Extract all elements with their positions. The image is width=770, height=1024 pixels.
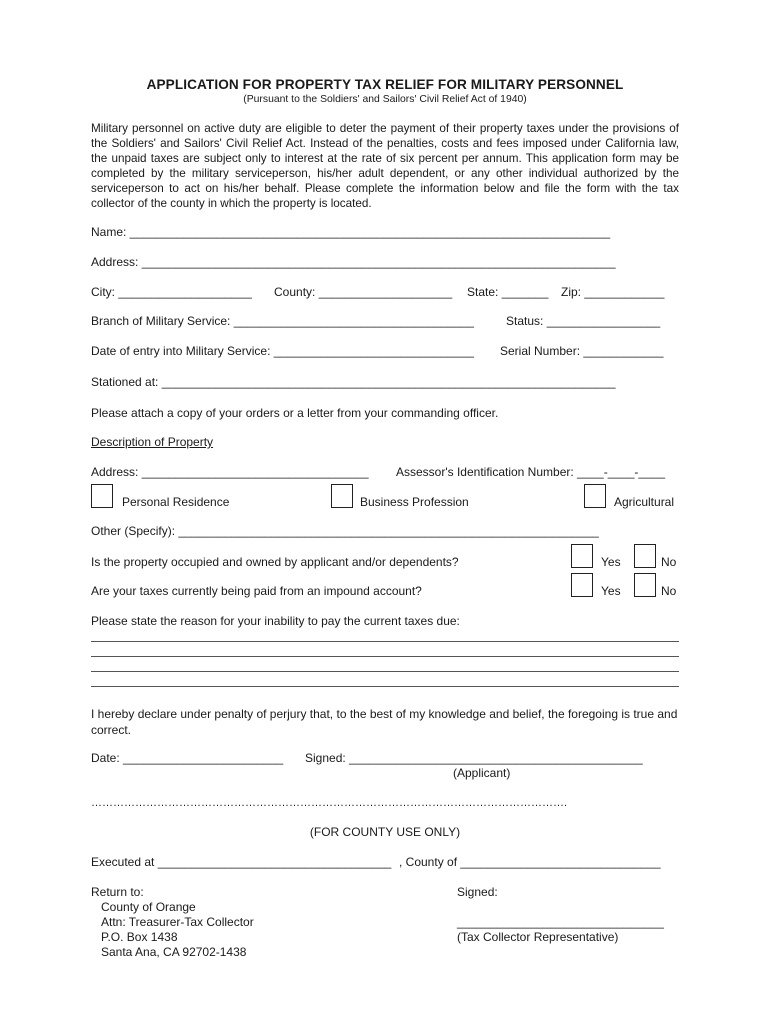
impound-no-checkbox[interactable]	[634, 573, 656, 597]
stationed-field[interactable]: Stationed at: ____________________________________________________________________	[91, 375, 616, 389]
intro-paragraph: Military personnel on active duty are eligible to deter the payment of their property taxes under the provisions of the Soldiers' and Sailors' Civil Relief Act. Instead of the penalties, costs and fees imposed under California law, the unpaid taxes are subject only to interest at the rate of six percent per annum. This application form may be completed by the military serviceperson, his/her adult dependent, or any other individual authorized by the serviceperson to act on his/her behalf. Please complete the information below and file the form with the tax collector of the county in which the property is located.	[91, 122, 679, 210]
state-field[interactable]: State: _______	[467, 285, 549, 299]
impound-no-label: No	[661, 584, 677, 598]
reason-line-4[interactable]	[91, 686, 679, 688]
form-title: APPLICATION FOR PROPERTY TAX RELIEF FOR MILITARY PERSONNEL	[146, 77, 624, 92]
return-to-label: Return to:	[91, 885, 144, 899]
return-address-line: Santa Ana, CA 92702-1438	[101, 945, 247, 959]
occupied-yes-checkbox[interactable]	[571, 544, 593, 568]
reason-line-1[interactable]	[91, 641, 679, 643]
reason-line-3[interactable]	[91, 671, 679, 673]
branch-field[interactable]: Branch of Military Service: ____________________________________	[91, 314, 474, 328]
business-profession-checkbox[interactable]	[331, 484, 353, 508]
personal-residence-label: Personal Residence	[122, 495, 230, 509]
personal-residence-checkbox[interactable]	[91, 484, 113, 508]
form-subtitle: (Pursuant to the Soldiers' and Sailors' Civil Relief Act of 1940)	[243, 94, 527, 105]
county-signature-line[interactable]: _______________________________	[457, 915, 664, 929]
occupied-question: Is the property occupied and owned by applicant and/or dependents?	[91, 555, 459, 569]
impound-yes-label: Yes	[601, 584, 621, 598]
county-signed-label: Signed:	[457, 885, 498, 899]
dotted-separator: ………………………………………………………………………………………………………………….	[91, 797, 568, 809]
business-profession-label: Business Profession	[360, 495, 469, 509]
tax-collector-rep-label: (Tax Collector Representative)	[457, 930, 619, 944]
attach-note: Please attach a copy of your orders or a letter from your commanding officer.	[91, 406, 499, 420]
reason-label: Please state the reason for your inability to pay the current taxes due:	[91, 614, 460, 628]
return-address-line: Attn: Treasurer-Tax Collector	[101, 915, 254, 929]
agricultural-label: Agricultural	[614, 495, 675, 509]
name-field[interactable]: Name: ________________________________________________________________________	[91, 225, 611, 239]
county-field[interactable]: County: ____________________	[274, 285, 453, 299]
occupied-no-label: No	[661, 555, 677, 569]
impound-question: Are your taxes currently being paid from an impound account?	[91, 584, 422, 598]
occupied-yes-label: Yes	[601, 555, 621, 569]
agricultural-checkbox[interactable]	[584, 484, 606, 508]
return-address-line: P.O. Box 1438	[101, 930, 178, 944]
executed-at-field[interactable]: Executed at ___________________________________	[91, 855, 392, 869]
status-field[interactable]: Status: _________________	[506, 314, 661, 328]
serial-number-field[interactable]: Serial Number: ____________	[500, 344, 664, 358]
entry-date-field[interactable]: Date of entry into Military Service: ______________________________	[91, 344, 474, 358]
signed-field[interactable]: Signed: ____________________________________________	[305, 751, 643, 765]
zip-field[interactable]: Zip: ____________	[561, 285, 665, 299]
applicant-label: (Applicant)	[453, 766, 511, 780]
county-of-field[interactable]: , County of ______________________________	[399, 855, 661, 869]
impound-yes-checkbox[interactable]	[571, 573, 593, 597]
property-address-field[interactable]: Address: __________________________________	[91, 465, 369, 479]
county-use-heading: (FOR COUNTY USE ONLY)	[309, 825, 461, 839]
declaration-text: I hereby declare under penalty of perjury that, to the best of my knowledge and belief, the foregoing is true and correct.	[91, 707, 678, 737]
reason-line-2[interactable]	[91, 656, 679, 658]
other-specify-field[interactable]: Other (Specify): _______________________________________________________________	[91, 524, 599, 538]
property-heading: Description of Property	[91, 435, 214, 449]
return-address-line: County of Orange	[101, 900, 196, 914]
date-field[interactable]: Date: ________________________	[91, 751, 284, 765]
city-field[interactable]: City: ____________________	[91, 285, 252, 299]
occupied-no-checkbox[interactable]	[634, 544, 656, 568]
address-field[interactable]: Address: _______________________________________________________________________	[91, 255, 616, 269]
assessor-id-field[interactable]: Assessor's Identification Number: ____-____-____	[396, 465, 666, 479]
